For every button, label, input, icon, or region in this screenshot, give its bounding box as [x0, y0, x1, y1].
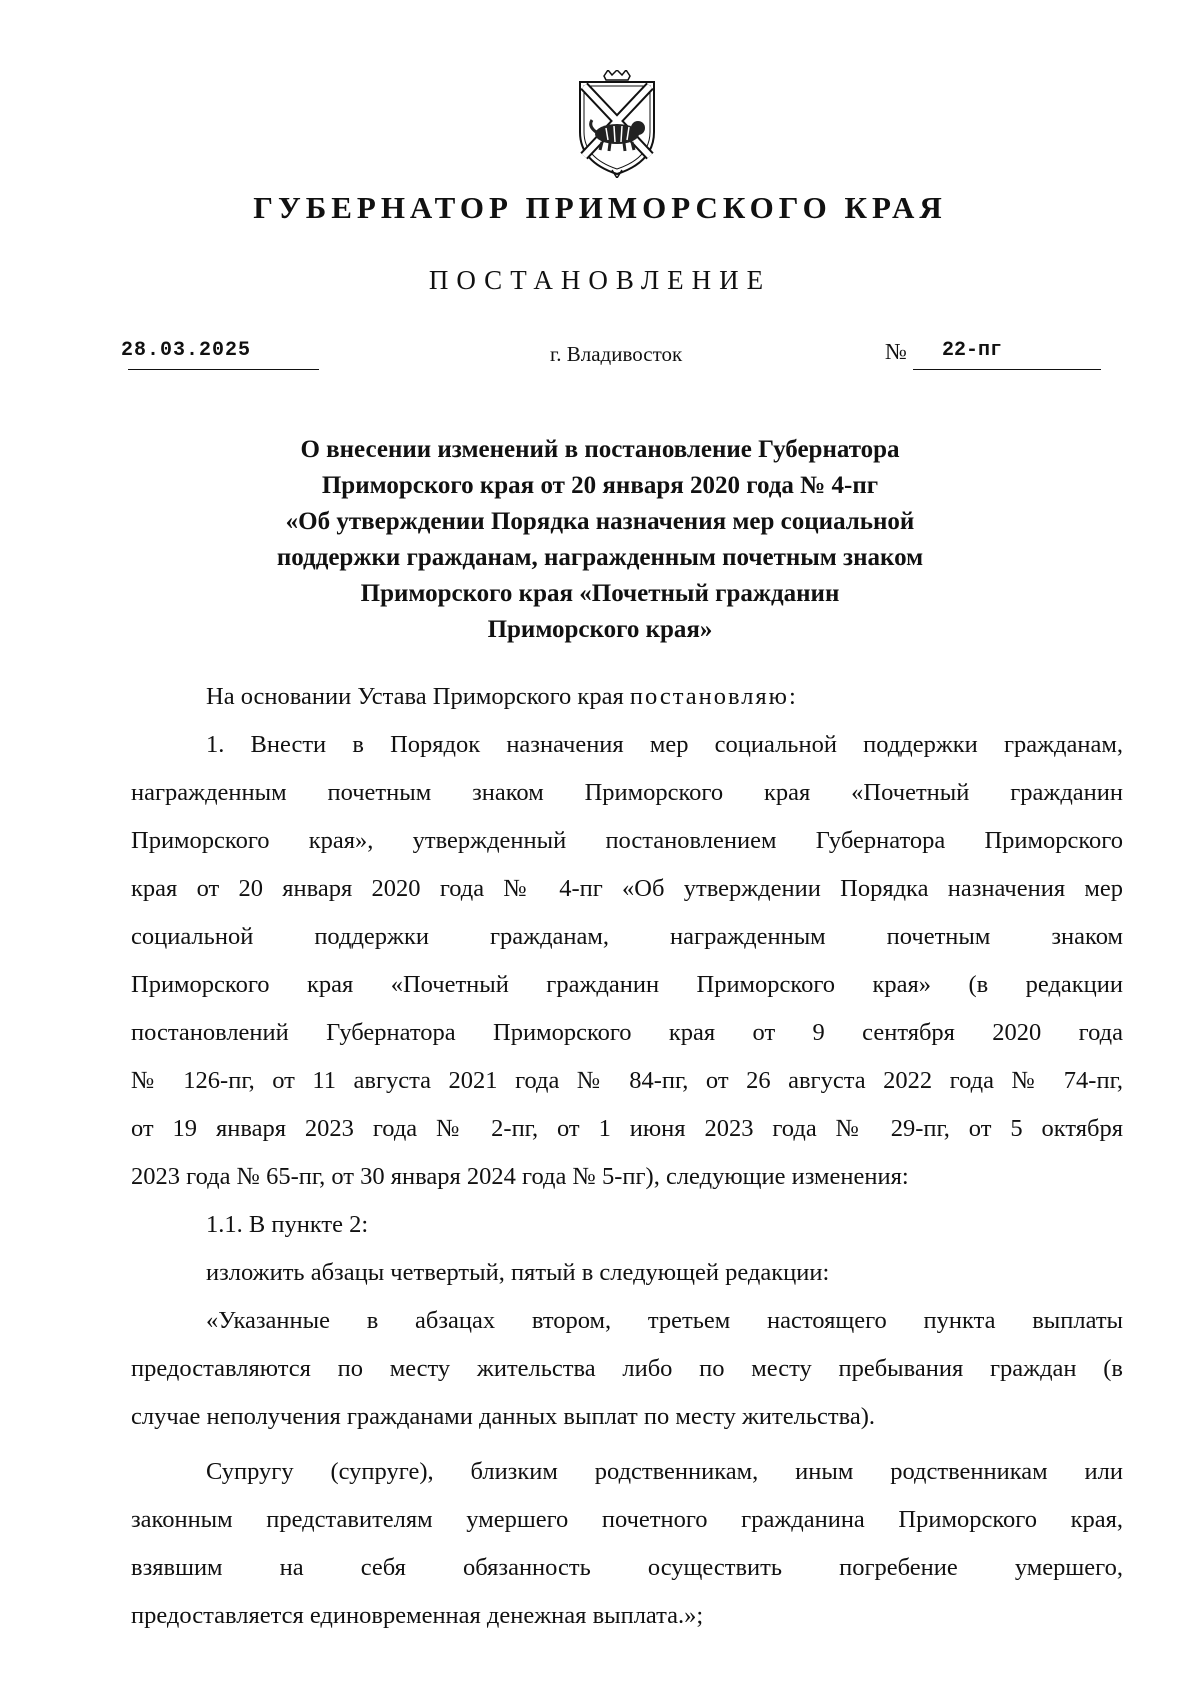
- document-date: 28.03.2025: [121, 339, 252, 362]
- item11-heading: 1.1. В пункте 2:: [206, 1211, 369, 1238]
- item1-line: награжденным почетным знаком Приморского края «Почетный гражданин: [131, 779, 1123, 806]
- heading-line: Приморского края от 20 января 2020 года № 4-пг: [321, 472, 879, 499]
- heading-line: Приморского края»: [487, 616, 713, 643]
- quote2-line: предоставляется единовременная денежная выплата.»;: [131, 1602, 704, 1629]
- heading-line: «Об утверждении Порядка назначения мер социальной: [285, 508, 915, 535]
- quote1-line: предоставляются по месту жительства либо по месту пребывания граждан (в: [131, 1355, 1123, 1382]
- document-type: ПОСТАНОВЛЕНИЕ: [428, 265, 772, 295]
- quote1-line: случае неполучения гражданами данных выплат по месту жительства).: [131, 1403, 875, 1430]
- intro-text: На основании Устава Приморского края: [206, 683, 630, 710]
- organization-title: ГУБЕРНАТОР ПРИМОРСКОГО КРАЯ: [253, 190, 947, 225]
- item1-line: социальной поддержки гражданам, награжденным почетным знаком: [131, 923, 1123, 950]
- date-underline: [128, 369, 319, 370]
- item1-line: № 126-пг, от 11 августа 2021 года № 84-пг, от 26 августа 2022 года № 74-пг,: [131, 1067, 1123, 1094]
- quote2-line: Супругу (супруге), близким родственникам, иным родственникам или: [206, 1458, 1123, 1485]
- intro-decree-word: постановляю:: [629, 683, 798, 710]
- document-city: г. Владивосток: [550, 342, 683, 366]
- item11-text: изложить абзацы четвертый, пятый в следующей редакции:: [206, 1259, 830, 1286]
- heading-line: О внесении изменений в постановление Губернатора: [300, 436, 900, 463]
- item1-line: постановлений Губернатора Приморского края от 9 сентября 2020 года: [131, 1019, 1123, 1046]
- quote2-line: взявшим на себя обязанность осуществить погребение умершего,: [131, 1554, 1123, 1581]
- document-number: 22-пг: [942, 339, 1003, 362]
- quote2-line: законным представителям умершего почетного гражданина Приморского края,: [131, 1506, 1123, 1533]
- item1-line: Приморского края», утвержденный постановлением Губернатора Приморского: [131, 827, 1123, 854]
- primorsky-krai-coat-of-arms-icon: [574, 70, 660, 178]
- heading-line: поддержки гражданам, награжденным почетным знаком: [276, 544, 924, 571]
- item1-line: от 19 января 2023 года № 2-пг, от 1 июня 2023 года № 29-пг, от 5 октября: [131, 1115, 1123, 1142]
- number-sign: №: [885, 339, 907, 364]
- heading-line: Приморского края «Почетный гражданин: [360, 580, 840, 607]
- item1-line: края от 20 января 2020 года № 4-пг «Об утверждении Порядка назначения мер: [131, 875, 1123, 902]
- item1-line: 2023 года № 65-пг, от 30 января 2024 года № 5-пг), следующие изменения:: [131, 1163, 909, 1190]
- document-heading: [150, 432, 1050, 648]
- item1-line: 1. Внести в Порядок назначения мер социальной поддержки гражданам,: [206, 731, 1123, 758]
- item1-line: Приморского края «Почетный гражданин Приморского края» (в редакции: [131, 971, 1123, 998]
- intro-paragraph: [131, 673, 1123, 721]
- number-underline: [913, 369, 1101, 370]
- quote1-line: «Указанные в абзацах втором, третьем настоящего пункта выплаты: [206, 1307, 1123, 1334]
